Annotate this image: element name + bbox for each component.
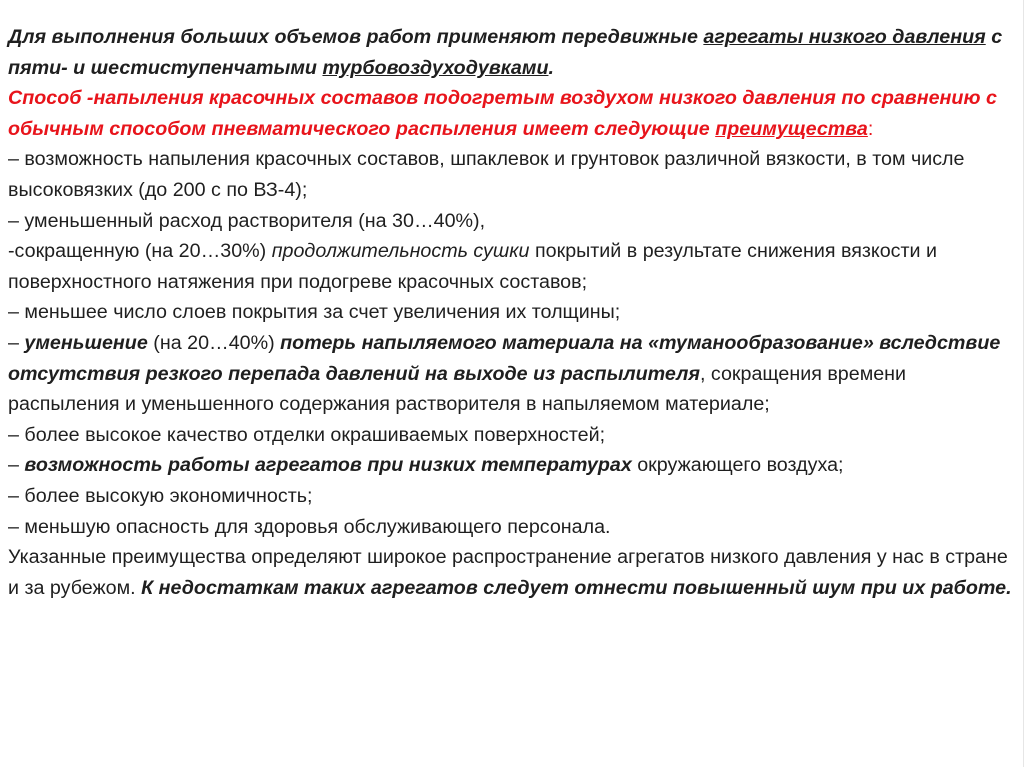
list-item-viscosity: – возможность напыления красочных составов, шпаклевок и грунтовок различной вязкости, в том числе высоковязких (до 200 с по ВЗ-4); (8, 148, 965, 201)
list-item-drying (8, 236, 1013, 297)
losses-fogging: потерь напыляемого материала на «туманообразование» вследствие отсутствия резкого перепада давлений на выходе из распылителя (8, 331, 1001, 385)
low-temp-text: окружающего воздуха; (631, 454, 844, 477)
link-low-pressure-units[interactable]: агрегаты низкого давления (703, 26, 986, 48)
list-item-safety: – меньшую опасность для здоровья обслуживающего персонала. (8, 515, 611, 538)
drying-duration: продолжительность сушки (271, 240, 530, 263)
list-item-quality: – более высокое качество отделки окрашиваемых поверхностей; (8, 423, 606, 446)
losses-percent: (на 20…40%) (147, 331, 281, 354)
losses-dash: – (8, 331, 25, 354)
method-colon: : (867, 117, 874, 140)
link-advantages[interactable]: преимущества (715, 117, 868, 140)
intro-text-3: . (548, 56, 554, 79)
losses-text: , сокращения времени распыления и уменьшенного содержания растворителя в напыляемом материале; (8, 362, 907, 416)
list-item-solvent: – уменьшенный расход растворителя (на 30…40%), (8, 209, 486, 232)
drying-text-2: покрытий в результате снижения вязкости и поверхностного натяжения при подогреве красочных составов; (8, 240, 937, 293)
conclusion-drawbacks: К недостаткам таких агрегатов следует отнести повышенный шум при их работе. (141, 576, 1012, 599)
link-turbo-blowers[interactable]: турбовоздуходувками (322, 56, 549, 79)
intro-text-2: с пяти- и шестиступенчатыми (8, 26, 1003, 79)
intro-paragraph (8, 22, 1013, 83)
list-item-layers: – меньшее число слоев покрытия за счет увеличения их толщины; (8, 301, 621, 324)
list-item-low-temp (8, 450, 1013, 481)
method-paragraph (8, 83, 1013, 144)
low-temp-dash: – (8, 454, 25, 477)
list-item-economy: – более высокую экономичность; (8, 484, 313, 507)
list-item-losses (8, 328, 1013, 420)
low-temp-emphasis: возможность работы агрегатов при низких температурах (24, 454, 632, 477)
losses-reduction: уменьшение (24, 331, 148, 354)
intro-text-1: Для выполнения больших объемов работ применяют передвижные (8, 26, 704, 48)
conclusion-text: Указанные преимущества определяют широкое распространение агрегатов низкого давления у нас в стране и за рубежом. (8, 546, 1008, 599)
method-text: Способ -напыления красочных составов подогретым воздухом низкого давления по сравнению с обычным способом пневматического распыления имеет следующие (8, 87, 997, 140)
slide-text (8, 22, 1013, 603)
conclusion-paragraph (8, 542, 1013, 603)
drying-text-1: -сокращенную (на 20…30%) (8, 240, 272, 263)
